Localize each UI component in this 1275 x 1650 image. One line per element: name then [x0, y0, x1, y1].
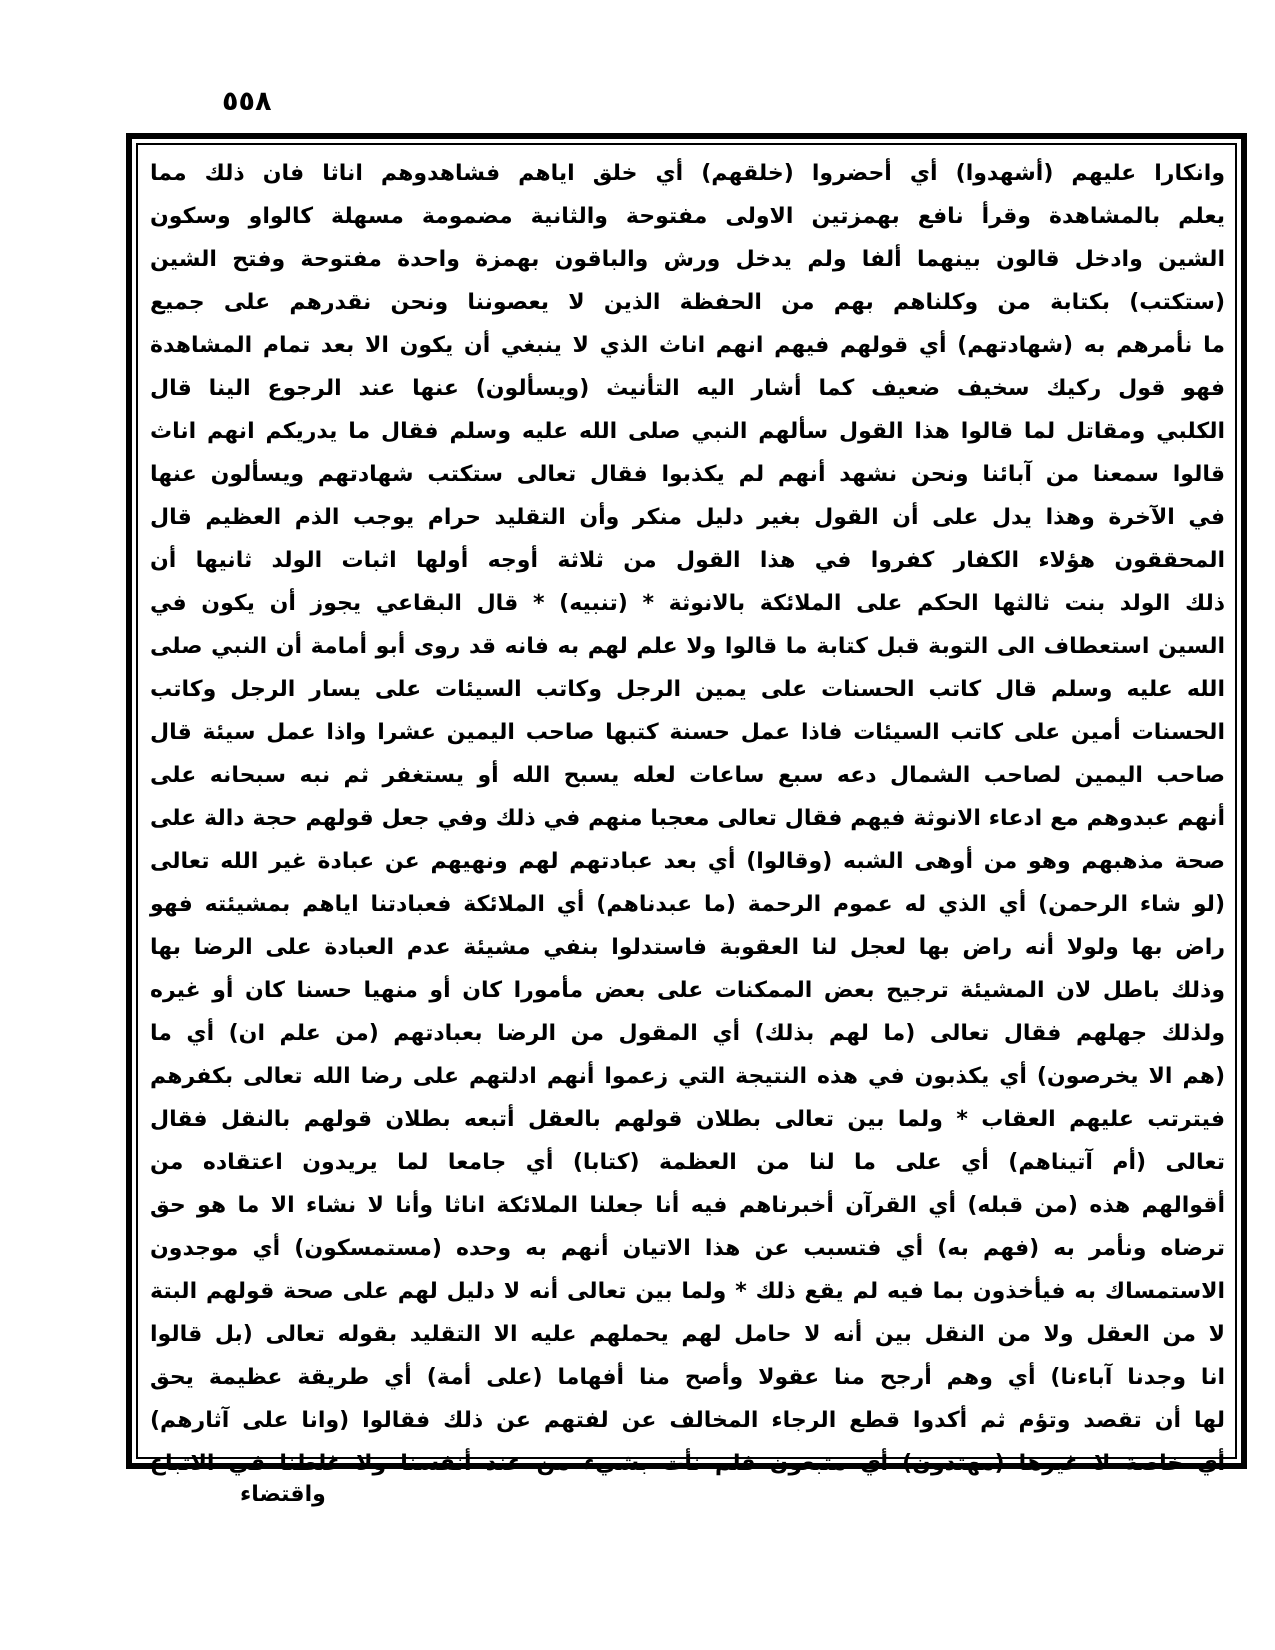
text-line: (لو شاء الرحمن) أي الذي له عموم الرحمة (ما عبدناهم) أي الملائكة فعبادتنا اياهم بمشيئته فهو [150, 892, 1225, 917]
text-line: صاحب اليمين لصاحب الشمال دعه سبع ساعات لعله يسبح الله أو يستغفر ثم نبه سبحانه على [150, 763, 1225, 788]
text-line: صحة مذهبهم وهو من أوهى الشبه (وقالوا) أي بعد عبادتهم لهم ونهيهم عن عبادة غير الله تعالى [150, 849, 1225, 874]
text-line: (ستكتب) بكتابة من وكلناهم بهم من الحفظة الذين لا يعصوننا ونحن نقدرهم على جميع [150, 290, 1225, 315]
text-line: الكلبي ومقاتل لما قالوا هذا القول سألهم النبي صلى الله عليه وسلم فقال ما يدريكم انهم اناث [150, 419, 1225, 444]
text-line: لها أن تقصد وتؤم ثم أكدوا قطع الرجاء المخالف عن لفتهم عن ذلك فقالوا (وانا على آثارهم) [150, 1408, 1225, 1433]
text-line: أقوالهم هذه (من قبله) أي القرآن أخبرناهم فيه أنا جعلنا الملائكة اناثا وأنا لا نشاء الا ما هو حق [150, 1193, 1225, 1218]
text-line: راض بها ولولا أنه راض بها لعجل لنا العقوبة فاستدلوا بنفي مشيئة عدم العبادة على الرضا بها [150, 935, 1225, 960]
text-line: ما نأمرهم به (شهادتهم) أي قولهم فيهم انهم اناث الذي لا ينبغي أن يكون الا بعد تمام المشاهدة [150, 333, 1225, 358]
text-line: الاستمساك به فيأخذون بما فيه لم يقع ذلك * ولما بين تعالى أنه لا دليل لهم على صحة قولهم البتة [150, 1279, 1225, 1304]
text-line: ذلك الولد بنت ثالثها الحكم على الملائكة بالانوثة * (تنبيه) * قال البقاعي يجوز أن يكون في [150, 591, 1225, 616]
text-line: أي خاصة لا غيرها (مهتدون) أي متبعون فلم نأت بشيء من عند أنفسنا ولا غلطنا في الاتباع [150, 1451, 1225, 1476]
text-line: وانكارا عليهم (أشهدوا) أي أحضروا (خلقهم) أي خلق اياهم فشاهدوهم اناثا فان ذلك مما [150, 161, 1225, 186]
text-line: لا من العقل ولا من النقل بين أنه لا حامل لهم يحملهم عليه الا التقليد بقوله تعالى (بل قالوا [150, 1322, 1225, 1347]
text-line: ولذلك جهلهم فقال تعالى (ما لهم بذلك) أي المقول من الرضا بعبادتهم (من علم ان) أي ما [150, 1021, 1225, 1046]
text-line: تعالى (أم آتيناهم) أي على ما لنا من العظمة (كتابا) أي جامعا لما يريدون اعتقاده من [150, 1150, 1225, 1175]
text-line: الله عليه وسلم قال كاتب الحسنات على يمين الرجل وكاتب السيئات على يسار الرجل وكاتب [150, 677, 1225, 702]
text-line: انا وجدنا آباءنا) أي وهم أرجح منا عقولا وأصح منا أفهاما (على أمة) أي طريقة عظيمة يحق [150, 1365, 1225, 1390]
text-line: الحسنات أمين على كاتب السيئات فاذا عمل حسنة كتبها صاحب اليمين عشرا واذا عمل سيئة قال [150, 720, 1225, 745]
text-line: يعلم بالمشاهدة وقرأ نافع بهمزتين الاولى مفتوحة والثانية مضمومة مسهلة كالواو وسكون [150, 204, 1225, 229]
text-line: الشين وادخل قالون بينهما ألفا ولم يدخل ورش والباقون بهمزة واحدة مفتوحة وفتح الشين [150, 247, 1225, 272]
text-line: ترضاه ونأمر به (فهم به) أي فتسبب عن هذا الاتيان أنهم به وحده (مستمسكون) أي موجدون [150, 1236, 1225, 1261]
text-line: وذلك باطل لان المشيئة ترجيح بعض الممكنات على بعض مأمورا كان أو منهيا حسنا كان أو غيره [150, 978, 1225, 1003]
text-line: فهو قول ركيك سخيف ضعيف كما أشار اليه التأنيث (ويسألون) عنها عند الرجوع الينا قال [150, 376, 1225, 401]
text-line: فيترتب عليهم العقاب * ولما بين تعالى بطلان قولهم بالعقل أتبعه بطلان قولهم بالنقل فقال [150, 1107, 1225, 1132]
text-line: (هم الا يخرصون) أي يكذبون في هذه النتيجة التي زعموا أنهم ادلتهم على رضا الله تعالى بكفرهم [150, 1064, 1225, 1089]
text-line: في الآخرة وهذا يدل على أن القول بغير دليل منكر وأن التقليد حرام يوجب الذم العظيم قال [150, 505, 1225, 530]
text-line: المحققون هؤلاء الكفار كفروا في هذا القول من ثلاثة أوجه أولها اثبات الولد ثانيها أن [150, 548, 1225, 573]
text-line: السين استعطاف الى التوبة قبل كتابة ما قالوا ولا علم لهم به فانه قد روى أبو أمامة أن النبي صلى [150, 634, 1225, 659]
text-line: قالوا سمعنا من آبائنا ونحن نشهد أنهم لم يكذبوا فقال تعالى ستكتب شهادتهم ويسألون عنها [150, 462, 1225, 487]
text-line: أنهم عبدوهم مع ادعاء الانوثة فيهم فقال تعالى معجبا منهم في ذلك وفي جعل قولهم حجة دالة على [150, 806, 1225, 831]
catchword: واقتضاء [240, 1482, 326, 1507]
page-number: ٥٥٨ [222, 86, 272, 117]
page-body-text [150, 152, 1225, 1476]
